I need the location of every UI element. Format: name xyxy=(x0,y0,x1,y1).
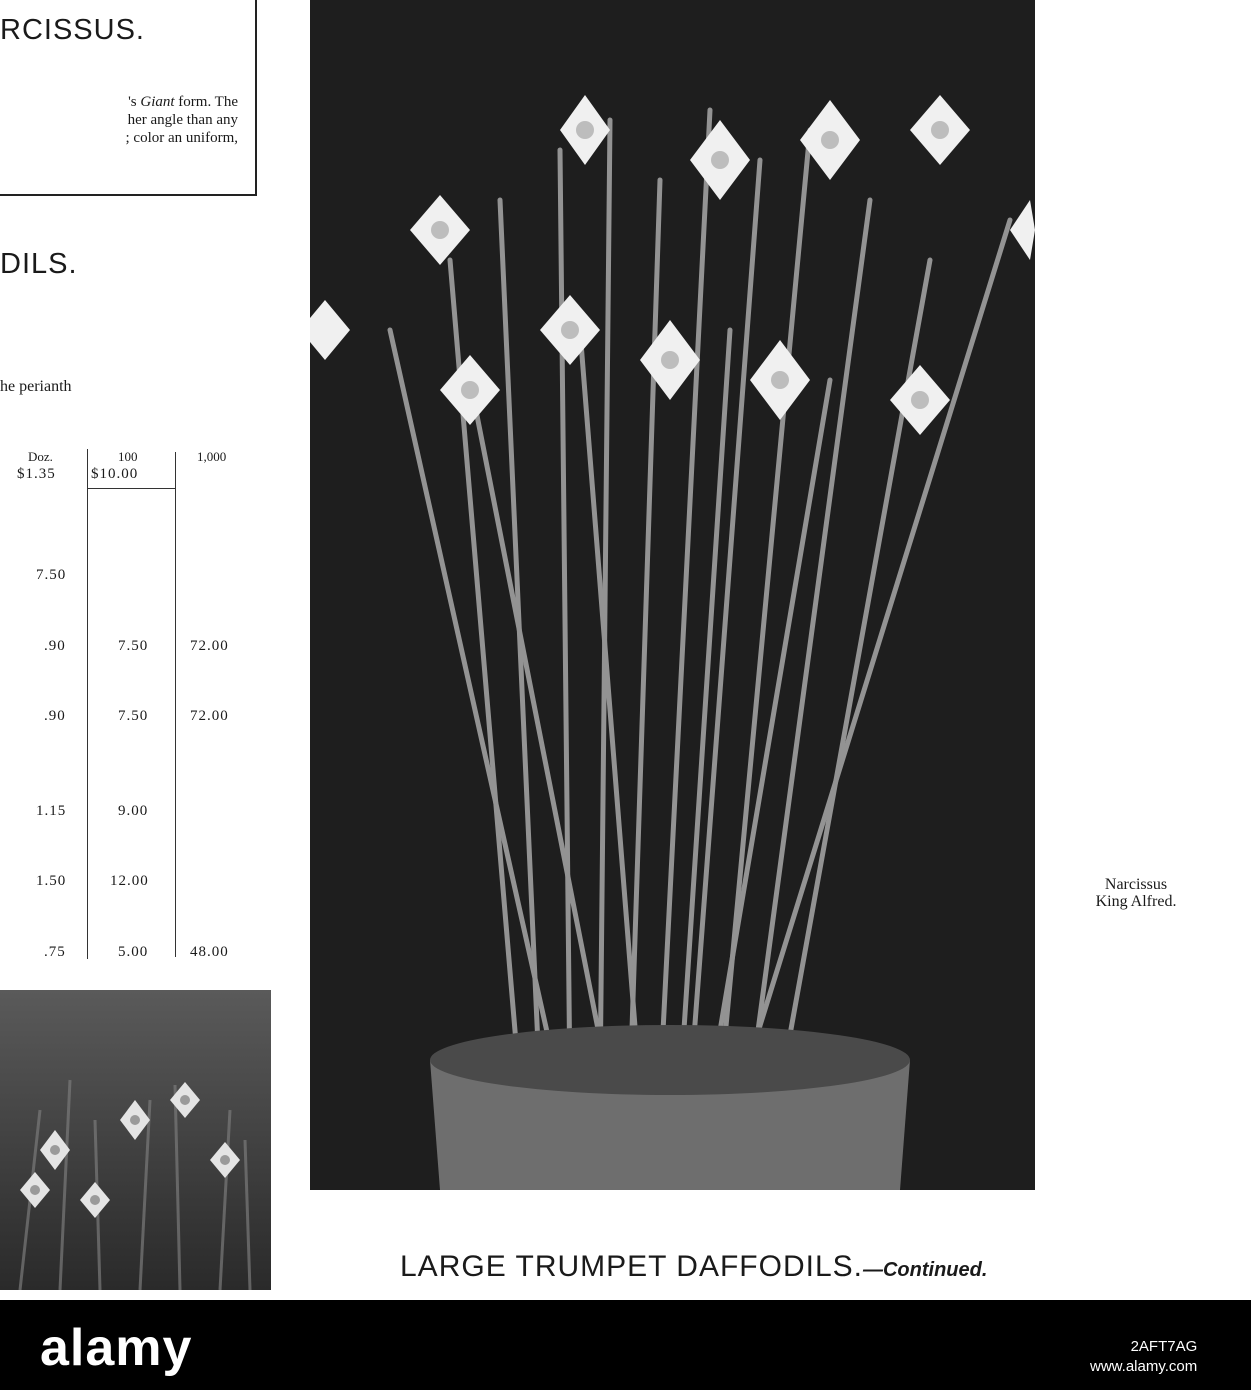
price-doz: .90 xyxy=(44,708,66,724)
price-doz: 1.50 xyxy=(36,873,67,889)
main-photo-illustration xyxy=(310,0,1035,1190)
price-doz: .75 xyxy=(44,944,66,960)
intro-line-3: ; color an uniform, xyxy=(125,130,238,146)
price-1000: 48.00 xyxy=(190,944,229,960)
watermark-logo: alamy xyxy=(40,1319,193,1377)
table-divider-2 xyxy=(175,452,176,957)
perianth-text: he perianth xyxy=(0,378,72,395)
price-100: 7.50 xyxy=(118,708,149,724)
intro-line-1: 's Giant form. The xyxy=(128,94,238,110)
watermark-id-text: 2AFT7AG xyxy=(1130,1338,1198,1355)
photo-caption xyxy=(1036,876,1236,910)
column-header-doz: Doz. xyxy=(28,449,53,464)
intro-paragraph xyxy=(0,93,238,147)
section-heading-daffodils: DILS. xyxy=(0,248,78,280)
photo-illustration xyxy=(0,990,271,1290)
price-doz: 7.50 xyxy=(36,567,67,583)
narcissus-king-alfred-photo xyxy=(310,0,1035,1190)
price-100: 7.50 xyxy=(118,638,149,654)
price-100: $10.00 xyxy=(91,466,139,482)
intro-line-2: her angle than any xyxy=(127,112,238,128)
price-doz: 1.15 xyxy=(36,803,67,819)
footer-title: LARGE TRUMPET DAFFODILS. xyxy=(400,1250,863,1283)
caption-line-2: King Alfred. xyxy=(1095,893,1177,910)
price-1000: 72.00 xyxy=(190,638,229,654)
watermark-site-text: www.alamy.com xyxy=(1090,1358,1198,1375)
column-header-100: 100 xyxy=(118,449,138,464)
section-heading-narcissus: RCISSUS. xyxy=(0,14,145,46)
column-header-1000: 1,000 xyxy=(197,449,227,464)
price-100: 5.00 xyxy=(118,944,149,960)
price-100: 9.00 xyxy=(118,803,149,819)
footer-continued: —Continued. xyxy=(862,1259,988,1281)
table-divider-1 xyxy=(87,449,88,959)
table-underline xyxy=(88,488,175,489)
daffodil-garden-photo xyxy=(0,990,271,1290)
price-100: 12.00 xyxy=(110,873,149,889)
price-1000: 72.00 xyxy=(190,708,229,724)
price-doz: .90 xyxy=(44,638,66,654)
watermark-image-id xyxy=(1090,1337,1197,1377)
footer-heading xyxy=(400,1250,987,1284)
price-doz: $1.35 xyxy=(17,466,56,482)
caption-line-1: Narcissus xyxy=(1104,876,1168,893)
